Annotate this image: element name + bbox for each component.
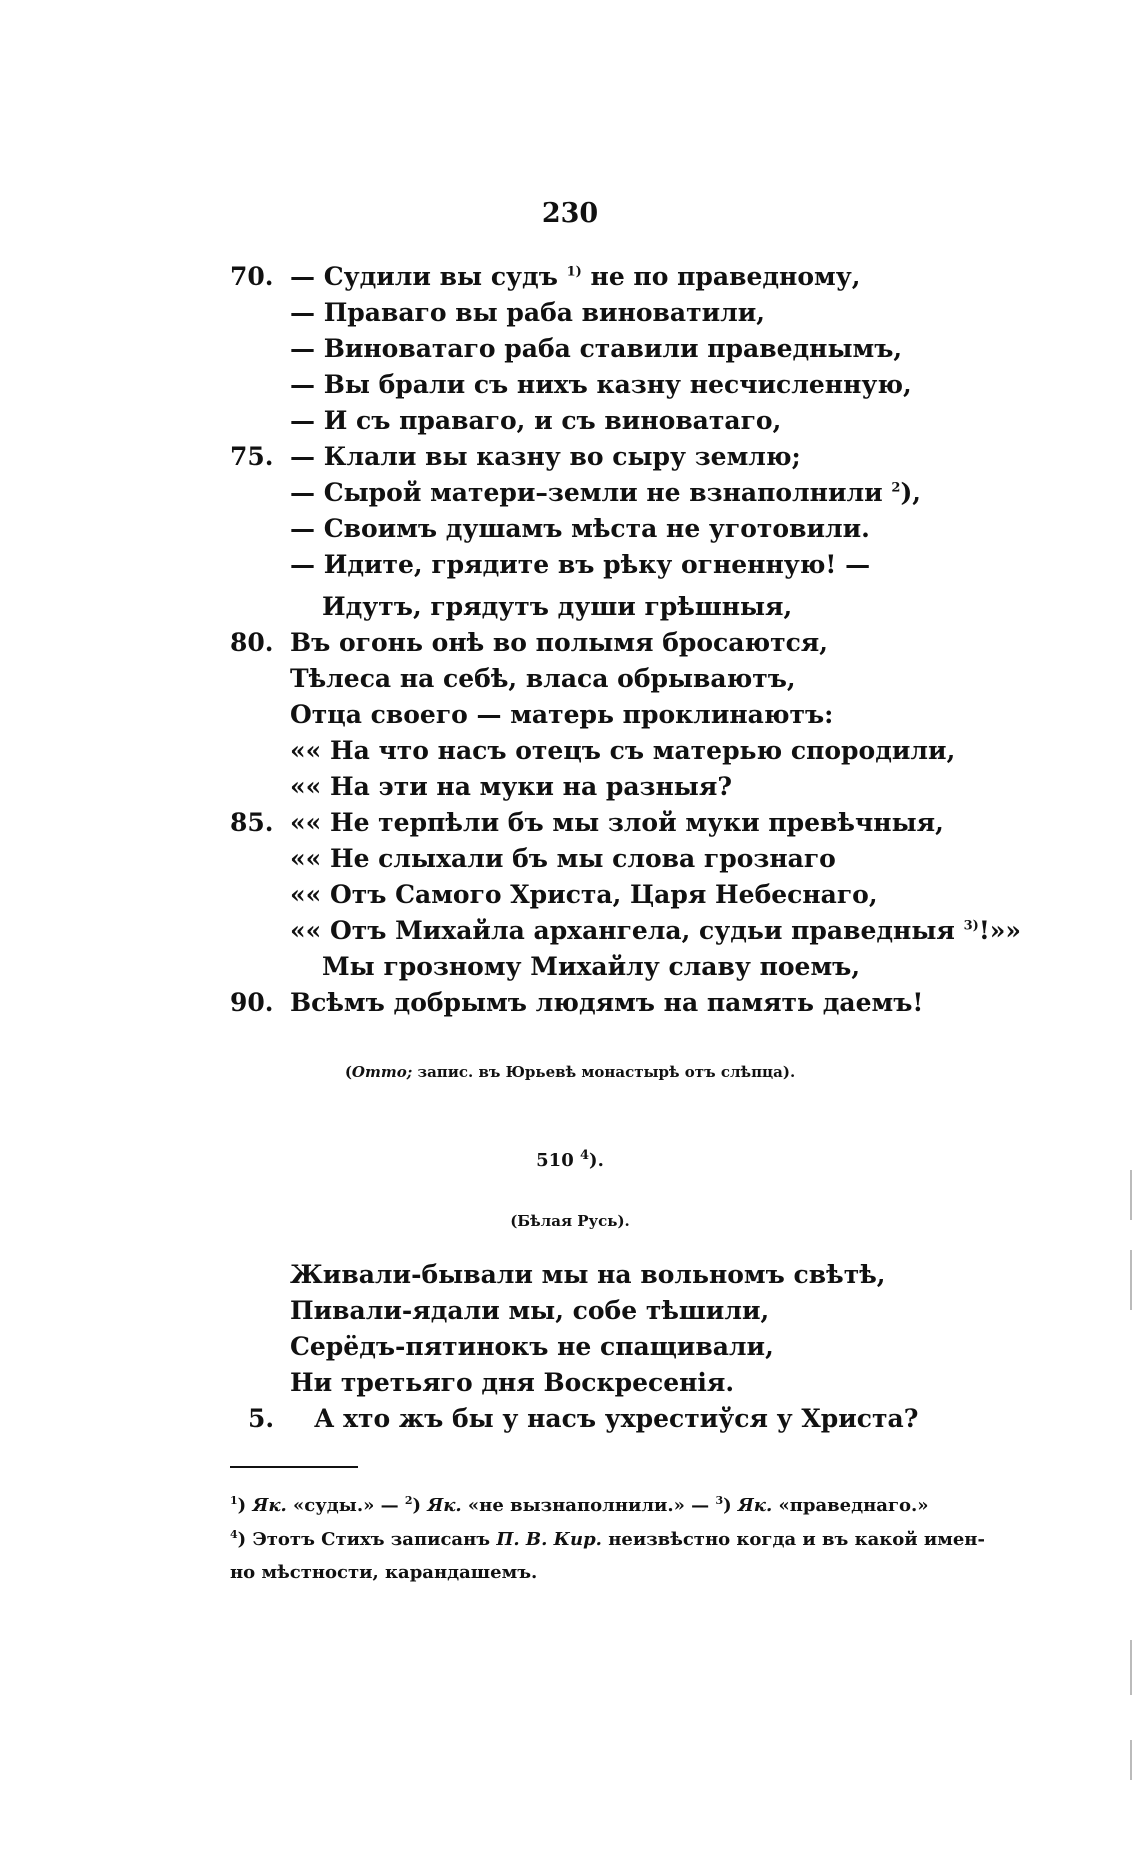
verse-line — [230, 808, 1050, 837]
verse-number: 90. — [230, 988, 274, 1017]
verse-text — [290, 406, 781, 435]
verse-line — [230, 700, 1050, 729]
verse-text — [290, 772, 732, 801]
verse-text-main: «« Не слыхали бъ мы слова грознаго — [290, 844, 836, 873]
footnote-divider — [230, 1466, 358, 1468]
footnote-text-3: «праведнаго.» — [772, 1495, 929, 1516]
page-number: 230 — [541, 198, 599, 229]
verse-text-main: — И съ праваго, и съ виноватаго, — [290, 406, 782, 435]
verse-text — [290, 550, 870, 579]
song-line — [290, 1296, 1110, 1325]
verse-text — [290, 514, 870, 543]
verse-text-main: «« На эти на муки на разныя? — [290, 772, 732, 801]
verse-text-main: — Сырой матери–земли не взнаполнили — [290, 478, 883, 507]
verse-line — [230, 592, 1050, 621]
verse-line — [230, 550, 1050, 579]
footnote-line-3: но мѣстности, карандашемъ. — [230, 1562, 538, 1583]
footnote-reference: 3) — [963, 918, 979, 934]
verse-number: 85. — [230, 808, 274, 837]
scan-edge-mark — [1130, 1170, 1132, 1220]
verse-attribution: (Отто; запис. въ Юрьевѣ монастырѣ отъ слѣпца). — [344, 1063, 796, 1081]
verse-text-main: Тѣлеса на себѣ, власа обрываютъ, — [290, 664, 796, 693]
verse-text — [290, 700, 833, 729]
verse-text-main: «« На что насъ отецъ съ матерью спородили, — [290, 736, 956, 765]
verse-line — [230, 844, 1050, 873]
song-line-text: Ни третьяго дня Воскресенія. — [290, 1368, 735, 1397]
verse-line — [230, 880, 1050, 909]
verse-text — [290, 664, 796, 693]
verse-line — [230, 406, 1050, 435]
verse-text-main: «« Отъ Михайла архангела, судьи праведныя — [290, 916, 955, 945]
verse-text-main: — Идите, грядите въ рѣку огненную! — — [290, 550, 871, 579]
footnote-reference: 1) — [566, 264, 582, 280]
verse-line — [230, 772, 1050, 801]
footnote-text-4b: неизвѣстно когда и въ какой имен- — [601, 1529, 985, 1550]
attribution-text: запис. въ Юрьевѣ монастырѣ отъ слѣпца). — [412, 1063, 796, 1081]
verse-text — [290, 370, 912, 399]
footnote-source-3: Як. — [737, 1495, 773, 1516]
verse-text-main: — Виноватаго раба ставили праведнымъ, — [290, 334, 903, 363]
footnote-source-1: Як. — [252, 1495, 287, 1516]
footnote-source-2: Як. — [427, 1495, 462, 1516]
verse-text — [290, 844, 836, 873]
verse-text-main: Всѣмъ добрымъ людямъ на память даемъ! — [290, 988, 924, 1017]
footnote-author: П. В. Кир. — [496, 1529, 602, 1550]
verse-text — [290, 592, 792, 621]
verse-line — [230, 664, 1050, 693]
verse-text — [290, 478, 921, 507]
verse-text-tail: !»» — [978, 916, 1022, 945]
song-line-number: 5. — [248, 1404, 275, 1433]
verse-line — [230, 334, 1050, 363]
verse-text-tail: не по праведному, — [581, 262, 861, 291]
verse-text-main: — Вы брали съ нихъ казну несчисленную, — [290, 370, 912, 399]
song-line — [290, 1260, 1110, 1289]
footnote-line-2: $^4$) Этотъ Стихъ записанъ П. В. Кир. неизвѣстно когда и въ какой имен- — [230, 1528, 985, 1550]
verse-line — [230, 916, 1050, 945]
verse-line — [230, 298, 1050, 327]
verse-text — [290, 628, 828, 657]
verse-text — [290, 298, 765, 327]
verse-text-main: Отца своего — матерь проклинаютъ: — [290, 700, 834, 729]
scan-edge-mark — [1130, 1640, 1132, 1695]
verse-text-main: «« Отъ Самого Христа, Царя Небеснаго, — [290, 880, 878, 909]
footnote-text-1: «суды.» — — [286, 1495, 405, 1516]
verse-text-main: — Своимъ душамъ мѣста не уготовили. — [290, 514, 870, 543]
verse-text-main: — Судили вы судъ — [290, 262, 558, 291]
verse-text-main: — Праваго вы раба виноватили, — [290, 298, 766, 327]
song-line-text: А хто жъ бы у насъ ухрестиўся у Христа? — [314, 1404, 919, 1433]
attribution-source: Отто; — [351, 1063, 413, 1081]
verse-text — [290, 952, 860, 981]
song-number-tail: ). — [589, 1150, 604, 1171]
verse-text — [290, 808, 944, 837]
footnote-marker-2: 2 — [404, 1494, 413, 1507]
verse-line — [230, 628, 1050, 657]
verse-text-main: Идутъ, грядутъ души грѣшныя, — [322, 592, 793, 621]
verse-line — [230, 988, 1050, 1017]
song-line — [248, 1404, 1068, 1433]
scan-edge-mark — [1130, 1250, 1132, 1310]
verse-text-main: Мы грозному Михайлу славу поемъ, — [322, 952, 861, 981]
footnote-marker-4: 4 — [230, 1528, 238, 1541]
verse-text-main: Въ огонь онѣ во полымя бросаются, — [290, 628, 828, 657]
verse-text-main: «« Не терпѣли бъ мы злой муки превѣчныя, — [290, 808, 944, 837]
song-number-footnote-ref: 4 — [580, 1148, 590, 1163]
verse-line — [230, 952, 1050, 981]
verse-line — [230, 262, 1050, 291]
footnote-line-1: $^1$) Як. «суды.» — $^2$) Як. «не вызнаполнили.» — $^3$) Як. «праведнаго.» — [230, 1494, 929, 1516]
verse-line — [230, 736, 1050, 765]
song-region: (Бѣлая Русь). — [510, 1212, 630, 1230]
song-line-text: Пивали-ядали мы, собе тѣшили, — [290, 1296, 770, 1325]
verse-text — [290, 736, 955, 765]
song-line — [290, 1368, 1110, 1397]
footnote-text-2: «не вызнаполнили.» — — [461, 1495, 716, 1516]
footnote-reference: 2 — [891, 480, 901, 496]
verse-number: 80. — [230, 628, 274, 657]
song-number-heading — [0, 1148, 1140, 1171]
song-line-text: Живали-бывали мы на вольномъ свѣтѣ, — [290, 1260, 886, 1289]
verse-text — [290, 442, 801, 471]
song-line-text: Серёдъ-пятинокъ не спащивали, — [290, 1332, 774, 1361]
verse-line — [230, 370, 1050, 399]
verse-line — [230, 478, 1050, 507]
song-number: 510 — [536, 1150, 574, 1171]
verse-text — [290, 988, 923, 1017]
verse-text — [290, 916, 1021, 945]
footnote-text-4a: Этотъ Стихъ записанъ — [246, 1529, 497, 1550]
verse-text-tail: ), — [900, 478, 922, 507]
verse-line — [230, 442, 1050, 471]
footnote-marker-3: 3 — [715, 1494, 724, 1507]
verse-text-main: — Клали вы казну во сыру землю; — [290, 442, 801, 471]
verse-number: 70. — [230, 262, 274, 291]
scan-edge-mark — [1130, 1740, 1132, 1780]
verse-number: 75. — [230, 442, 274, 471]
verse-text — [290, 880, 878, 909]
footnote-marker-1: 1 — [230, 1494, 238, 1507]
verse-text — [290, 262, 860, 291]
verse-text — [290, 334, 902, 363]
verse-line — [230, 514, 1050, 543]
song-line — [290, 1332, 1110, 1361]
